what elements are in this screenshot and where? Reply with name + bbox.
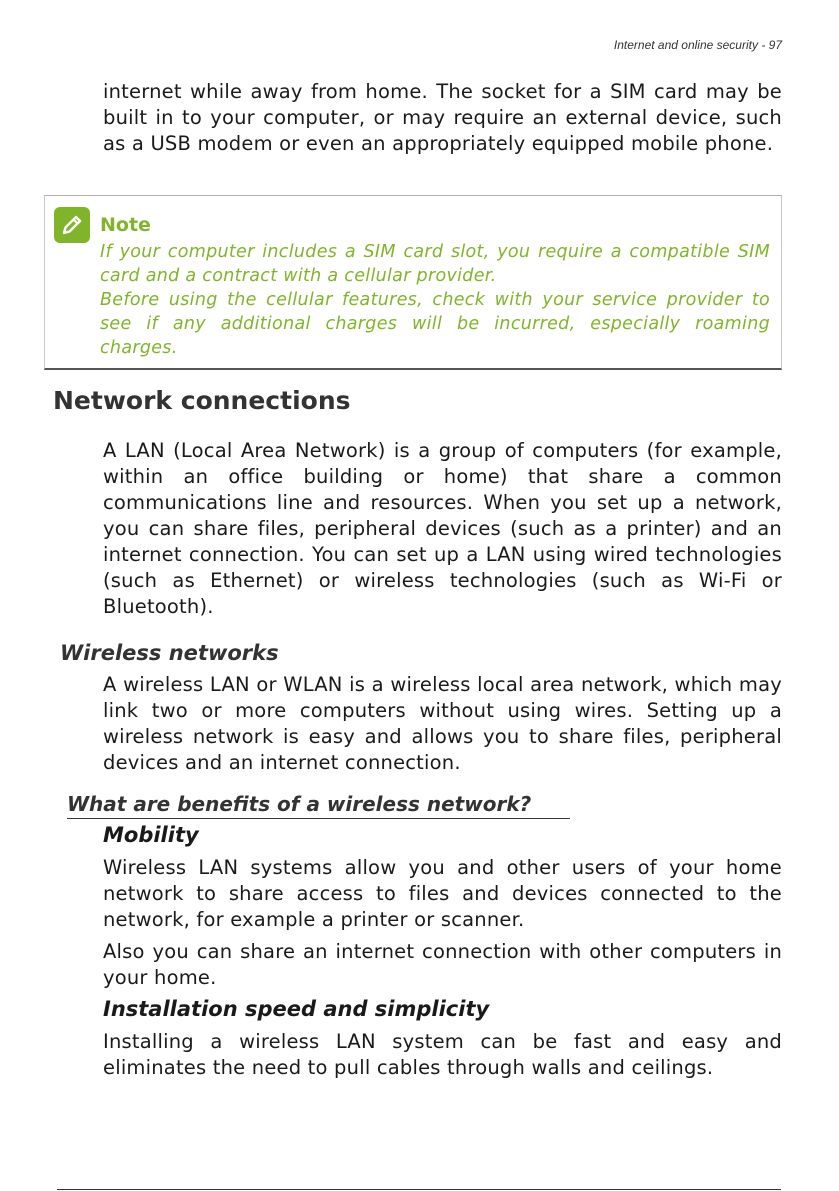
note-text-2: Before using the cellular features, check with your service provider to see if any additional charges will be incurred, especially roaming charges. <box>100 290 770 358</box>
mobility-paragraph-2: Also you can share an internet connection with other computers in your home. <box>103 940 782 989</box>
installation-paragraph: Installing a wireless LAN system can be fast and easy and eliminates the need to pull cables through walls and ceilings. <box>103 1030 782 1079</box>
wireless-paragraph: A wireless LAN or WLAN is a wireless local area network, which may link two or more computers without using wires. Setting up a wireless network is easy and allows you to share files, peripheral devices and an internet connection. <box>103 673 782 774</box>
subsection-title: Wireless networks <box>60 641 279 665</box>
note-text-1: If your computer includes a SIM card slot, you require a compatible SIM card and a contract with a cellular provider. <box>100 242 770 286</box>
note-title: Note <box>100 214 151 236</box>
installation-heading: Installation speed and simplicity <box>103 997 490 1021</box>
footer-rule <box>57 1189 781 1190</box>
mobility-heading: Mobility <box>103 823 199 847</box>
mobility-paragraph-1: Wireless LAN systems allow you and other users of your home network to share access to files and devices connected to the network, for example a printer or scanner. <box>103 856 782 931</box>
benefits-heading: What are benefits of a wireless network? <box>67 792 570 819</box>
pencil-note-icon <box>54 207 90 243</box>
section-title: Network connections <box>53 386 351 415</box>
intro-paragraph: internet while away from home. The socket for a SIM card may be built in to your computer, or may require an external device, such as a USB modem or even an appropriately equipped mobile phone. <box>103 80 782 155</box>
page-header: Internet and online security - 97 <box>613 38 782 52</box>
section-paragraph: A LAN (Local Area Network) is a group of computers (for example, within an office building or home) that share a common communications line and resources. When you set up a network, you can share files, peripheral devices (such as a printer) and an internet connection. You can set up a LAN using wired technologies (such as Ethernet) or wireless technologies (such as Wi-Fi or Bluetooth). <box>103 439 782 618</box>
